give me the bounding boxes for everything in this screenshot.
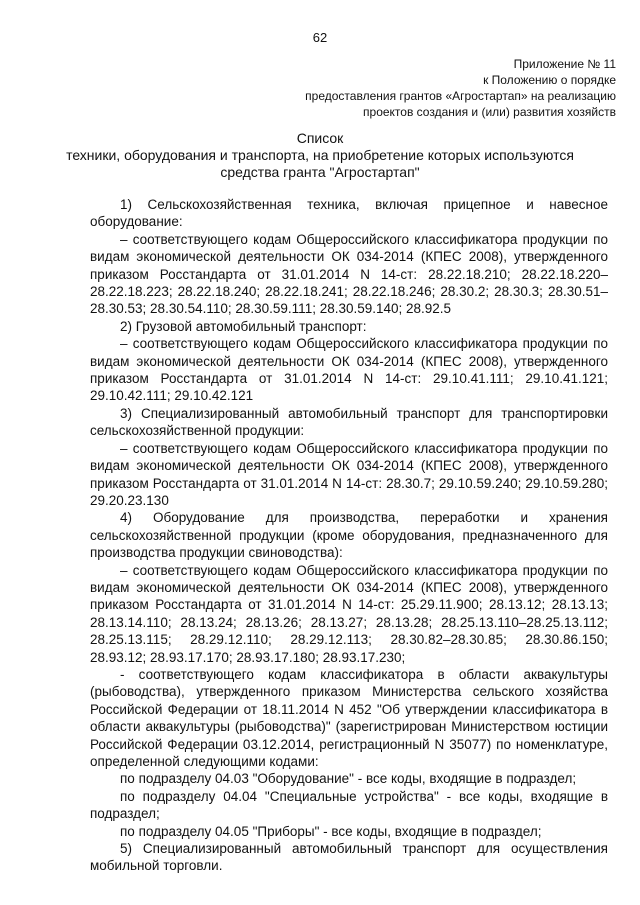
subsection-04-05: по подразделу 04.05 "Приборы" - все коды, входящие в подраздел; [120, 823, 542, 839]
document-title [40, 130, 600, 181]
item-3-codes: – соответствующего кодам Общероссийского классификатора продукции по видам экономической деятельности ОК 034-2014 (КПЕС 2008), утвержденного приказом Росстандарта от 31.01.2014 N 14-ст: 28.30.7; 29.10.59.240; 29.10.59.280; 29.20.23.130 [90, 440, 608, 508]
item-1-heading: 1) Сельскохозяйственная техника, включая прицепное и навесное оборудование: [90, 197, 608, 230]
page-number: 62 [312, 30, 328, 45]
appendix-line-1: Приложение № 11 [513, 57, 616, 71]
appendix-line-3: предоставления грантов «Агростартап» на реализацию [305, 89, 616, 103]
item-3-heading: 3) Специализированный автомобильный транспорт для транспортировки сельскохозяйственной продукции: [90, 405, 608, 439]
item-5-heading: 5) Специализированный автомобильный транспорт для осуществления мобильной торговли. [90, 841, 608, 874]
document-body [90, 196, 608, 875]
title-line-2: техники, оборудования и транспорта, на приобретение которых используются [66, 147, 574, 163]
subsection-04-04: по подразделу 04.04 "Специальные устройства" - все коды, входящие в подраздел; [90, 788, 608, 822]
item-1-codes: – соответствующего кодам Общероссийского классификатора продукции по видам экономической деятельности ОК 034-2014 (КПЕС 2008), утвержденного приказом Росстандарта от 31.01.2014 N 14-ст: 28.22.18.210; 28.22.18.220–28.22.18.223; 28.22.18.240; 28.22.18.241; 28.22.18.246; 28.30.2; 28.30.3; 28.30.51–28.30.53; 28.30.54.110; 28.30.59.111; 28.30.59.140; 28.92.5 [90, 231, 608, 317]
item-2-heading: 2) Грузовой автомобильный транспорт: [120, 318, 367, 334]
item-2-codes: – соответствующего кодам Общероссийского классификатора продукции по видам экономической деятельности ОК 034-2014 (КПЕС 2008), утвержденного приказом Росстандарта от 31.01.2014 N 14-ст: 29.10.41.111; 29.10.41.121; 29.10.42.111; 29.10.42.121 [90, 336, 608, 404]
item-4-aquaculture: - соответствующего кодам классификатора в области аквакультуры (рыбоводства), утвержденного приказом Министерства сельского хозяйства Российской Федерации от 18.11.2014 N 452 "Об утверждении классификатора в области аквакультуры (рыбоводства)" (зарегистрирован Министерством юстиции Российской Федерации 03.12.2014, регистрационный N 35077) по номенклатуре, определенной следующими кодами: [90, 666, 608, 769]
appendix-header [236, 56, 616, 120]
appendix-line-4: проектов создания и (или) развития хозяйств [363, 105, 616, 119]
item-4-heading: 4) Оборудование для производства, переработки и хранения сельскохозяйственной продукции (кроме оборудования, предназначенного для производства продукции свиноводства): [90, 510, 608, 561]
subsection-04-03: по подразделу 04.03 "Оборудование" - все коды, входящие в подраздел; [120, 771, 577, 787]
appendix-line-2: к Положению о порядке [483, 73, 616, 87]
title-line-1: Список [296, 130, 344, 146]
title-line-3: средства гранта "Агростартап" [220, 164, 420, 180]
item-4-codes: – соответствующего кодам Общероссийского классификатора продукции по видам экономической деятельности ОК 034-2014 (КПЕС 2008), утвержденного приказом Росстандарта от 31.01.2014 N 14-ст: 25.29.11.900; 28.13.12; 28.13.13; 28.13.14.110; 28.13.24; 28.13.26; 28.13.27; 28.13.28; 28.25.13.110–28.25.13.112; 28.25.13.115; 28.29.12.110; 28.29.12.113; 28.30.82–28.30.85; 28.30.86.150; 28.93.12; 28.93.17.170; 28.93.17.180; 28.93.17.230; [90, 562, 608, 665]
